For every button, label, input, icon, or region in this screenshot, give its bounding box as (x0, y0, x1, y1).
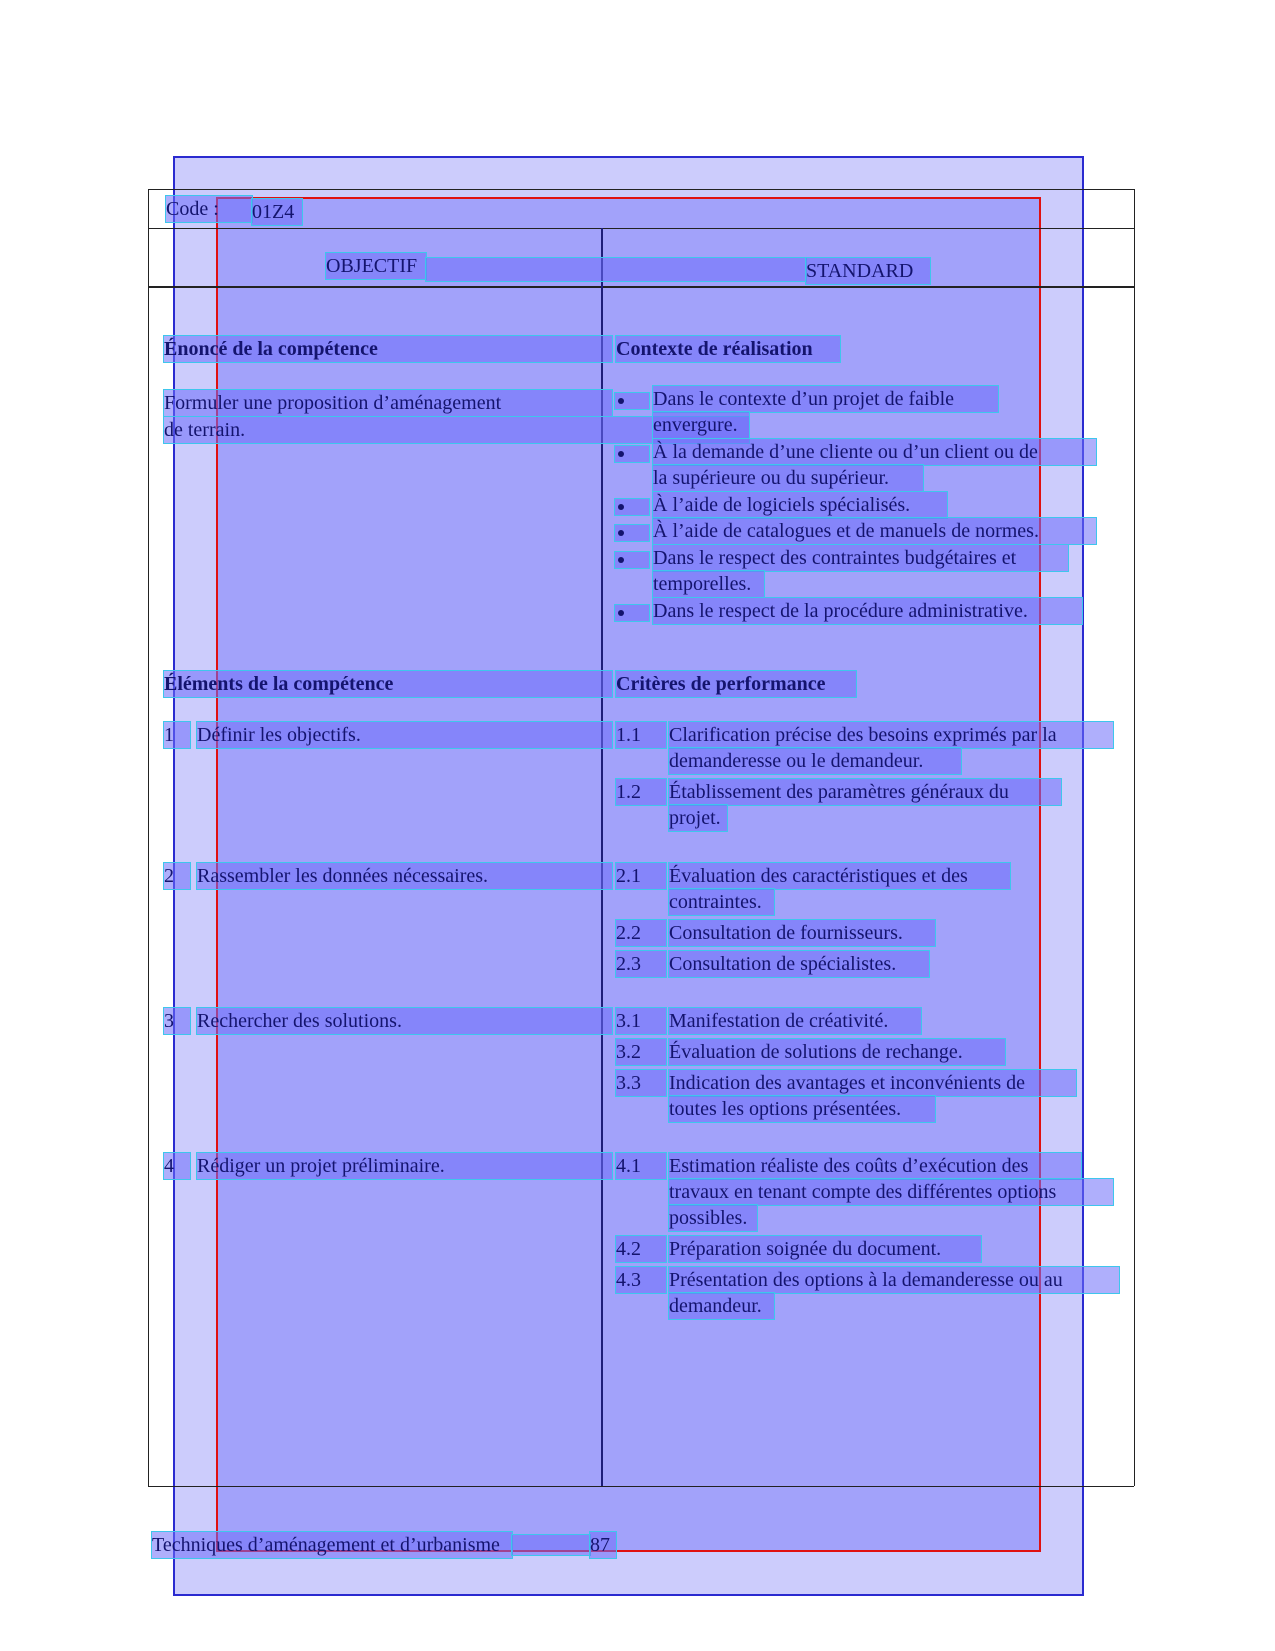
critere-line: toutes les options présentées. (669, 1096, 935, 1122)
critere-line: Consultation de fournisseurs. (669, 920, 935, 946)
critere-number: 3.2 (616, 1039, 666, 1065)
critere-line: Évaluation de solutions de rechange. (669, 1039, 1005, 1065)
critere-line: demanderesse ou le demandeur. (669, 748, 961, 774)
footer-highlight-bar (512, 1535, 590, 1555)
contexte-item-line: temporelles. (653, 571, 764, 597)
element-number: 1 (164, 722, 190, 748)
bullet-icon (618, 530, 624, 536)
table-bottom-border (148, 1486, 1134, 1487)
critere-number: 2.1 (616, 863, 666, 889)
enonce-line: de terrain. (164, 417, 749, 443)
enonce-line: Formuler une proposition d’aménagement (164, 390, 612, 416)
critere-line: Consultation de spécialistes. (669, 951, 929, 977)
critere-line: Évaluation des caractéristiques et des (669, 863, 1010, 889)
critere-line: travaux en tenant compte des différentes options (669, 1179, 1113, 1205)
critere-line: Manifestation de créativité. (669, 1008, 921, 1034)
critere-line: Indication des avantages et inconvénients de (669, 1070, 1076, 1096)
critere-line: Présentation des options à la demanderesse ou au (669, 1267, 1119, 1293)
footer-program: Techniques d’aménagement et d’urbanisme (152, 1532, 512, 1558)
critere-number: 4.2 (616, 1236, 666, 1262)
element-text: Définir les objectifs. (197, 722, 612, 748)
header-highlight-bar (426, 258, 806, 281)
critere-number: 4.1 (616, 1153, 666, 1179)
element-number: 3 (164, 1008, 190, 1034)
element-number: 2 (164, 863, 190, 889)
critere-line: possibles. (669, 1205, 757, 1231)
critere-line: Clarification précise des besoins exprimés par la (669, 722, 1113, 748)
contexte-item-line: envergure. (653, 412, 749, 438)
element-number: 4 (164, 1153, 190, 1179)
enonce-heading: Énoncé de la compétence (164, 336, 612, 362)
bullet-icon (618, 610, 624, 616)
bullet-icon (618, 398, 624, 404)
bullet-icon (618, 451, 624, 457)
elements-heading: Éléments de la compétence (164, 671, 612, 697)
critere-number: 3.1 (616, 1008, 666, 1034)
contexte-item-line: Dans le contexte d’un projet de faible (653, 386, 998, 412)
table-right-border (1134, 189, 1135, 1486)
critere-line: Préparation soignée du document. (669, 1236, 981, 1262)
bullet-icon (618, 557, 624, 563)
critere-number: 2.3 (616, 951, 666, 977)
contexte-item-line: Dans le respect des contraintes budgétaires et (653, 545, 1068, 571)
critere-line: demandeur. (669, 1293, 774, 1319)
element-text: Rassembler les données nécessaires. (197, 863, 612, 889)
critere-line: contraintes. (669, 889, 774, 915)
table-header-separator (148, 228, 1134, 229)
critere-line: Établissement des paramètres généraux du (669, 779, 1061, 805)
code-label: Code : (166, 196, 252, 222)
column-header-standard: STANDARD (806, 258, 930, 284)
table-header-bottom-border (148, 286, 1134, 288)
code-value: 01Z4 (252, 199, 302, 225)
table-left-border (148, 189, 149, 1486)
critere-number: 1.1 (616, 722, 666, 748)
element-text: Rédiger un projet préliminaire. (197, 1153, 612, 1179)
contexte-item-line: Dans le respect de la procédure administrative. (653, 598, 1082, 624)
contexte-item-line: À la demande d’une cliente ou d’un client ou de (653, 439, 1096, 465)
criteres-heading: Critères de performance (616, 671, 856, 697)
contexte-item-line: la supérieure ou du supérieur. (653, 465, 923, 491)
critere-number: 1.2 (616, 779, 666, 805)
column-header-objectif: OBJECTIF (326, 253, 426, 279)
table-top-border (148, 189, 1134, 190)
element-text: Rechercher des solutions. (197, 1008, 612, 1034)
contexte-heading: Contexte de réalisation (616, 336, 840, 362)
critere-line: Estimation réaliste des coûts d’exécution des (669, 1153, 1081, 1179)
critere-line: projet. (669, 805, 727, 831)
critere-number: 2.2 (616, 920, 666, 946)
footer-page-number: 87 (590, 1532, 616, 1558)
critere-number: 3.3 (616, 1070, 666, 1096)
contexte-item-line: À l’aide de logiciels spécialisés. (653, 492, 947, 518)
bullet-icon (618, 504, 624, 510)
critere-number: 4.3 (616, 1267, 666, 1293)
contexte-item-line: À l’aide de catalogues et de manuels de normes. (653, 518, 1096, 544)
